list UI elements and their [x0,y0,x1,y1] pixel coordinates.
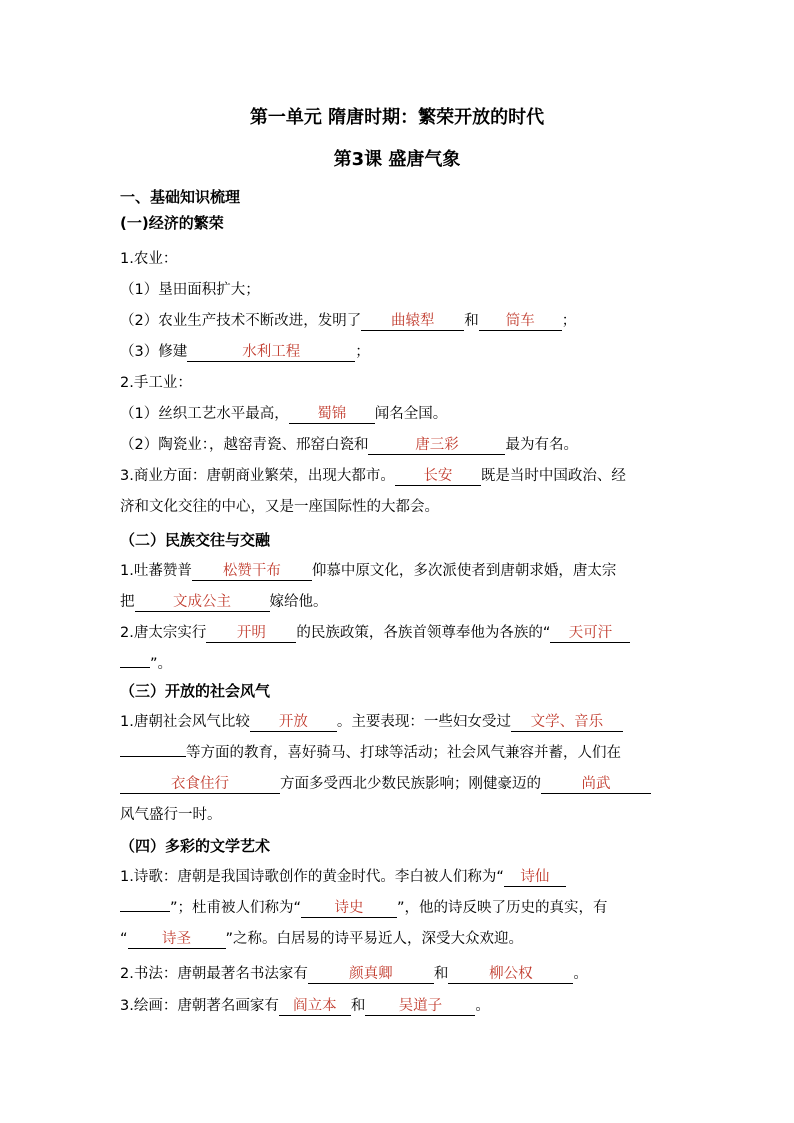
fill-blank [135,594,270,612]
answer-text: 文学、音乐 [530,714,604,730]
fill-blank [120,911,170,912]
fill-blank [550,625,630,643]
fill-blank [541,776,651,794]
fill-blank [192,563,312,581]
answer-text: 诗仙 [520,869,550,885]
unit-title: 第一单元 隋唐时期：繁荣开放的时代 [249,107,545,128]
fill-blank [301,900,397,918]
fill-blank [187,344,355,362]
line-handicraft: 2.手工业： [120,375,192,391]
fill-blank [365,998,475,1016]
line-commerce-cont: 济和文化交往的中心，又是一座国际性的大都会。 [120,499,439,515]
line-calligraphy: 2.书法：唐朝最著名书法家有 颜真卿 和 柳公权 。 [120,966,588,982]
line-farmland: （1）垦田面积扩大； [120,282,260,298]
line-farm-tech: （2）农业生产技术不断改进，发明了 曲辕犁 和 筒车 ； [120,313,577,329]
fill-blank [479,313,562,331]
fill-blank [361,313,464,331]
answer-text: 松赞干布 [222,563,281,579]
line-poetry-3: “ 诗圣 ”之称。白居易的诗平易近人，深受大众欢迎。 [120,931,524,947]
answer-text: 文成公主 [173,594,231,610]
line-irrigation: （3）修建 水利工程 ； [120,344,370,360]
line-ceramics: （2）陶瓷业：，越窑青瓷、邢窑白瓷和 唐三彩 最为有名。 [120,437,578,453]
line-poetry-1: 1.诗歌：唐朝是我国诗歌创作的黄金时代。李白被人们称为“ 诗仙 [120,867,566,887]
line-social-4: 风气盛行一时。 [120,807,222,823]
answer-text: 尚武 [581,776,611,792]
answer-text: 曲辕犁 [390,313,435,329]
answer-text: 诗史 [334,900,364,916]
fill-blank [250,714,337,732]
line-agriculture: 1.农业： [120,251,178,267]
fill-blank [448,966,573,984]
fill-blank [504,869,566,887]
section-heading-arts: （四）多彩的文学艺术 [120,837,271,855]
line-tubo: 1.吐蕃赞普 松赞干布 仰慕中原文化，多次派使者到唐朝求婚，唐太宗 [120,563,617,579]
fill-blank [395,468,481,486]
section-heading-social: （三）开放的社会风气 [120,682,271,700]
answer-text: 阎立本 [293,998,337,1014]
answer-text: 唐三彩 [415,437,459,453]
line-silk: （1）丝织工艺水平最高， 蜀锦 闻名全国。 [120,406,448,422]
fill-blank [308,966,434,984]
line-taizong-cont: ”。 [120,654,172,674]
line-taizong-policy: 2.唐太宗实行 开明 的民族政策，各族首领尊奉他为各族的“ 天可汗 [120,623,630,643]
section-heading-basics: 一、基础知识梳理 [120,188,241,206]
subsection-economy: (一)经济的繁荣 [120,214,224,232]
answer-text: 长安 [423,468,453,484]
line-social-2: 等方面的教育，喜好骑马、打球等活动；社会风气兼容并蓄，人们在 [120,743,621,763]
answer-text: 天可汗 [568,625,613,641]
fill-blank [120,776,280,794]
fill-blank [120,667,150,668]
line-commerce: 3.商业方面：唐朝商业繁荣，出现大都市。 长安 既是当时中国政治、经 [120,468,626,484]
lesson-title: 第3课 盛唐气象 [333,149,461,170]
line-poetry-2: ”；杜甫被人们称为“ 诗史 ”，他的诗反映了历史的真实，有 [120,898,608,918]
answer-text: 开明 [236,625,266,641]
line-social-1: 1.唐朝社会风气比较 开放 。主要表现：一些妇女受过 文学、音乐 [120,712,623,732]
answer-text: 开放 [278,714,308,730]
answer-text: 衣食住行 [171,776,229,792]
answer-text: 柳公权 [489,966,533,982]
line-princess: 把 文成公主 嫁给他。 [120,594,328,610]
answer-text: 蜀锦 [317,406,347,422]
line-painting: 3.绘画：唐朝著名画家有 阎立本 和 吴道子 。 [120,998,490,1014]
answer-text: 吴道子 [398,998,443,1014]
answer-text: 水利工程 [242,344,301,360]
answer-text: 颜真卿 [349,966,393,982]
fill-blank [279,998,351,1016]
fill-blank [206,625,296,643]
answer-text: 诗圣 [162,931,192,947]
fill-blank [128,931,226,949]
fill-blank [368,437,505,455]
fill-blank [511,714,623,732]
line-social-3: 衣食住行 方面多受西北少数民族影响；刚健豪迈的 尚武 [120,774,651,794]
fill-blank [120,756,186,757]
fill-blank [289,406,375,424]
answer-text: 筒车 [505,313,535,329]
section-heading-ethnic: （二）民族交往与交融 [120,531,271,549]
